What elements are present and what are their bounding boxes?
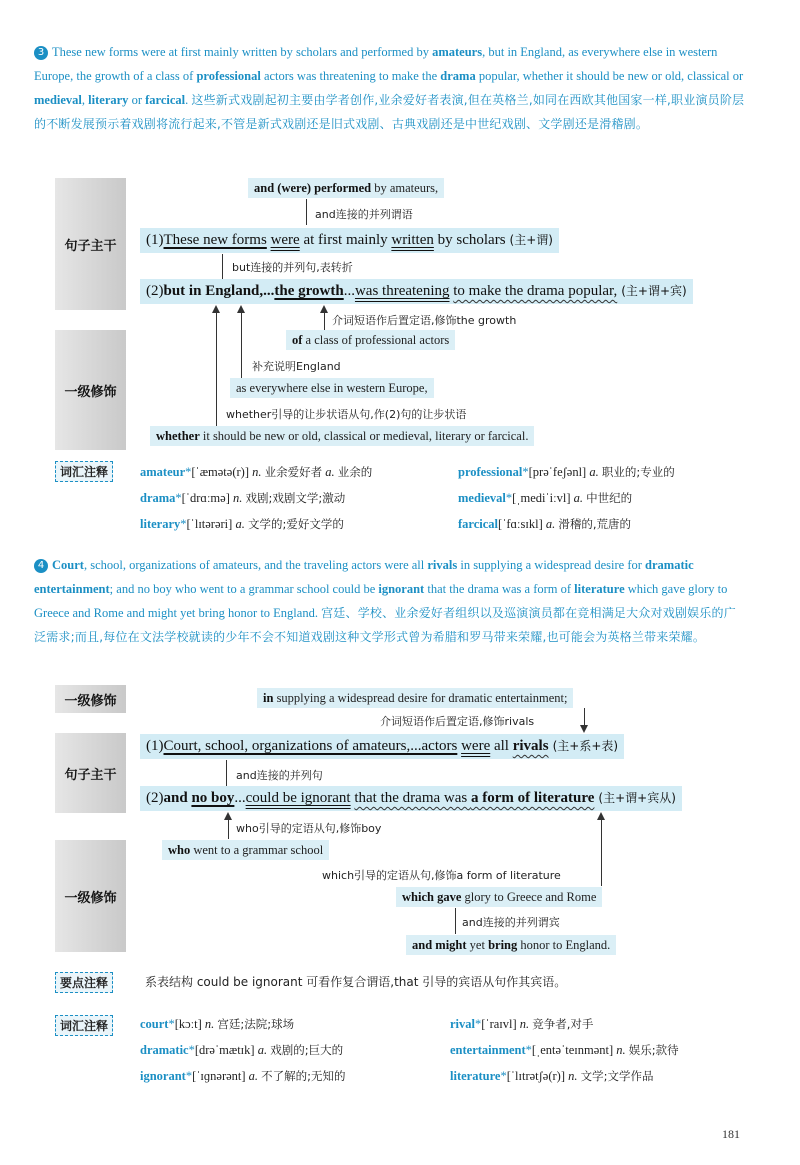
paragraph-3: 3 These new forms were at first mainly written by scholars and performed by amateurs, but in England, as everywhere else in western Europe, the growth of a class of professional actors was threatening to make the drama popular, whether it should be new or old, classical or medieval, literary or farcical. 这些新式戏剧起初主要由学者创作,业余爱好者表演,但在英格兰,如同在西欧其他国家一样,职业演员阶层的不断发展预示着戏剧将流行起来,不管是新式戏剧还是旧式戏剧、古典戏剧还是中世纪戏剧、文学剧还是滑稽剧。 bbox=[34, 45, 745, 131]
connector-line bbox=[228, 819, 229, 839]
phonetic: [ˈlɪtərəri] bbox=[186, 517, 233, 531]
keyword: dramatic entertainment bbox=[34, 558, 694, 596]
label-first-level-modifier: 一级修饰 bbox=[55, 685, 126, 713]
chinese-translation: 这些新式戏剧起初主要由学者创作,业余爱好者表演,但在英格兰,如同在西欧其他国家一样,职业演员阶层的不断发展预示着戏剧将流行起来,不管是新式戏剧还是旧式戏剧、古典戏剧还是中世纪戏剧、文学剧还是滑稽剧。 bbox=[34, 93, 745, 131]
definition: 娱乐;款待 bbox=[628, 1043, 679, 1057]
star-icon: * bbox=[475, 1017, 482, 1031]
definition: 文学的;爱好文学的 bbox=[247, 517, 344, 531]
star-icon: * bbox=[505, 491, 513, 505]
connector-line bbox=[226, 760, 227, 786]
part-of-speech: a. bbox=[248, 1069, 259, 1083]
definition: 中世纪的 bbox=[586, 491, 633, 505]
star-icon: * bbox=[500, 1069, 507, 1083]
part-of-speech: n. bbox=[568, 1069, 578, 1083]
keyword: ignorant bbox=[378, 582, 425, 596]
main-sentence-2: (2)and no boy...could be ignorant that the drama was a form of literature (主+谓+宾从) bbox=[140, 786, 682, 811]
vocab-entry bbox=[458, 516, 631, 532]
keyword: farcical bbox=[145, 93, 186, 107]
connector-line bbox=[584, 708, 585, 726]
part-of-speech: a. bbox=[545, 517, 556, 531]
vocab-word: court bbox=[140, 1017, 169, 1031]
modifier-box-performed: and (were) performed by amateurs, bbox=[248, 178, 444, 198]
annotation-note: and连接的并列谓宾 bbox=[462, 916, 560, 929]
modifier-box-might: and might yet bring honor to England. bbox=[406, 935, 616, 955]
definition: 戏剧;戏剧文学;激动 bbox=[245, 491, 346, 505]
part-of-speech: a. bbox=[325, 465, 335, 479]
connector-line bbox=[324, 312, 325, 330]
connector-line bbox=[241, 312, 242, 378]
phonetic: [prəˈfeʃənl] bbox=[528, 465, 587, 479]
annotation-note: and连接的并列句 bbox=[236, 769, 323, 782]
vocab-entry bbox=[458, 490, 632, 506]
paragraph-number-badge: 3 bbox=[34, 46, 48, 60]
annotation-note: 补充说明England bbox=[252, 360, 341, 373]
annotation-note: who引导的定语从句,修饰boy bbox=[236, 822, 382, 835]
star-icon: * bbox=[525, 1043, 532, 1057]
part-of-speech: n. bbox=[252, 465, 262, 479]
vocab-word: drama bbox=[140, 491, 176, 505]
paragraph-number-badge: 4 bbox=[34, 559, 48, 573]
vocab-entry bbox=[140, 1016, 294, 1032]
part-of-speech: a. bbox=[257, 1043, 268, 1057]
definition: 不了解的;无知的 bbox=[261, 1069, 346, 1083]
star-icon: * bbox=[522, 465, 529, 479]
keyword: literature bbox=[574, 582, 625, 596]
phonetic: [ˈlɪtrətʃə(r)] bbox=[506, 1069, 565, 1083]
vocab-entry bbox=[450, 1016, 593, 1032]
vocab-word: amateur bbox=[140, 465, 186, 479]
keyword: Court bbox=[52, 558, 84, 572]
vocab-word: medieval bbox=[458, 491, 506, 505]
label-sentence-trunk: 句子主干 bbox=[55, 178, 126, 310]
label-first-level-modifier: 一级修饰 bbox=[55, 840, 126, 952]
phonetic: [ˈdrɑːmə] bbox=[181, 491, 230, 505]
label-first-level-modifier: 一级修饰 bbox=[55, 330, 126, 450]
phonetic: [ˈraɪvl] bbox=[481, 1017, 517, 1031]
label-sentence-trunk: 句子主干 bbox=[55, 733, 126, 813]
modifier-box-who: who went to a grammar school bbox=[162, 840, 329, 860]
modifier-box-which: which gave glory to Greece and Rome bbox=[396, 887, 602, 907]
modifier-box-whether: whether it should be new or old, classical or medieval, literary or farcical. bbox=[150, 426, 534, 446]
chinese-translation: 宫廷、学校、业余爱好者组织以及巡演演员都在竞相满足大众对戏剧娱乐的广泛需求;而且,每位在文法学校就读的少年不会不知道戏剧这种文学形式曾为希腊和罗马带来荣耀,也可能会为英格兰带来荣耀。 bbox=[34, 606, 736, 644]
structure-tag: (主+谓) bbox=[509, 233, 553, 247]
main-sentence-1: (1)Court, school, organizations of amateurs,...actors were all rivals (主+系+表) bbox=[140, 734, 624, 759]
modifier-box-in-supplying: in supplying a widespread desire for dramatic entertainment; bbox=[257, 688, 573, 708]
annotation-note: whether引导的让步状语从句,作(2)句的让步状语 bbox=[226, 408, 467, 421]
vocab-word: literary bbox=[140, 517, 181, 531]
star-icon: * bbox=[185, 1069, 193, 1083]
star-icon: * bbox=[175, 491, 182, 505]
keypoint-text: 系表结构 could be ignorant 可看作复合谓语,that 引导的宾语从句作其宾语。 bbox=[145, 975, 567, 989]
modifier-box-class: of a class of professional actors bbox=[286, 330, 455, 350]
vocab-tag: 词汇注释 bbox=[55, 1015, 113, 1036]
vocab-entry bbox=[140, 516, 344, 532]
connector-line bbox=[601, 819, 602, 886]
phonetic: [drəˈmætɪk] bbox=[194, 1043, 255, 1057]
keyword: medieval bbox=[34, 93, 82, 107]
vocab-word: entertainment bbox=[450, 1043, 526, 1057]
vocab-entry bbox=[140, 464, 372, 480]
structure-tag: (主+系+表) bbox=[552, 739, 619, 753]
part-of-speech: n. bbox=[616, 1043, 626, 1057]
connector-line bbox=[222, 254, 223, 280]
vocab-word: rival bbox=[450, 1017, 475, 1031]
vocab-entry bbox=[450, 1068, 654, 1084]
connector-line bbox=[455, 908, 456, 934]
part-of-speech: a. bbox=[589, 465, 599, 479]
keypoint-tag: 要点注释 bbox=[55, 972, 113, 993]
phonetic: [ˈɪɡnərənt] bbox=[192, 1069, 246, 1083]
definition: 业余爱好者 bbox=[264, 465, 323, 479]
definition: 职业的;专业的 bbox=[601, 465, 675, 479]
star-icon: * bbox=[188, 1043, 195, 1057]
vocab-entry bbox=[140, 490, 345, 506]
vocab-word: dramatic bbox=[140, 1043, 189, 1057]
keyword: drama bbox=[440, 69, 476, 83]
phonetic: [ˌentəˈteɪnmənt] bbox=[531, 1043, 614, 1057]
vocab-entry bbox=[458, 464, 675, 480]
vocab-word: ignorant bbox=[140, 1069, 186, 1083]
part-of-speech: n. bbox=[204, 1017, 215, 1031]
paragraph-4: 4 Court, school, organizations of amateurs, and the traveling actors were all rivals in supplying a widespread desire for dramatic entertainment; and no boy who went to a grammar school could be ignorant that the drama was a form of literature which gave glory to Greece and Rome and might yet bring honor to England. 宫廷、学校、业余爱好者组织以及巡演演员都在竞相满足大众对戏剧娱乐的广泛需求;而且,每位在文法学校就读的少年不会不知道戏剧这种文学形式曾为希腊和罗马带来荣耀,也可能会为英格兰带来荣耀。 bbox=[34, 558, 736, 644]
keyword: amateurs bbox=[432, 45, 483, 59]
keyword: professional bbox=[196, 69, 261, 83]
star-icon: * bbox=[185, 465, 192, 479]
main-sentence-2: (2)but in England,...the growth...was threatening to make the drama popular, (主+谓+宾) bbox=[140, 279, 693, 304]
structure-tag: (主+谓+宾) bbox=[621, 284, 687, 298]
definition: 宫廷;法院;球场 bbox=[217, 1017, 295, 1031]
annotation-note: which引导的定语从句,修饰a form of literature bbox=[322, 869, 561, 882]
arrow-down bbox=[580, 725, 588, 733]
main-sentence-1: (1)These new forms were at first mainly written by scholars (主+谓) bbox=[140, 228, 559, 253]
modifier-box-everywhere: as everywhere else in western Europe, bbox=[230, 378, 434, 398]
annotation-note: but连接的并列句,表转折 bbox=[232, 261, 353, 274]
annotation-note: 介词短语作后置定语,修饰rivals bbox=[380, 715, 535, 728]
vocab-entry bbox=[140, 1068, 346, 1084]
phonetic: [ˈæmətə(r)] bbox=[191, 465, 249, 479]
vocab-entry bbox=[140, 1042, 343, 1058]
part-of-speech: n. bbox=[519, 1017, 530, 1031]
structure-tag: (主+谓+宾从) bbox=[598, 791, 676, 805]
definition: 戏剧的;巨大的 bbox=[270, 1043, 344, 1057]
vocab-tag: 词汇注释 bbox=[55, 461, 113, 482]
vocab-word: professional bbox=[458, 465, 523, 479]
part-of-speech: n. bbox=[232, 491, 243, 505]
keyword: rivals bbox=[427, 558, 458, 572]
page-number: 181 bbox=[722, 1127, 740, 1141]
vocab-word: literature bbox=[450, 1069, 501, 1083]
part-of-speech: a. bbox=[573, 491, 583, 505]
vocab-entry bbox=[450, 1042, 679, 1058]
part-of-speech: a. bbox=[235, 517, 245, 531]
vocab-word: farcical bbox=[458, 517, 499, 531]
annotation-note: and连接的并列谓语 bbox=[315, 208, 413, 221]
definition: 业余的 bbox=[337, 465, 373, 479]
definition: 滑稽的,荒唐的 bbox=[558, 517, 632, 531]
phonetic: [ˌmediˈiːvl] bbox=[512, 491, 571, 505]
star-icon: * bbox=[180, 517, 187, 531]
phonetic: [kɔːt] bbox=[174, 1017, 202, 1031]
connector-line bbox=[216, 312, 217, 427]
definition: 竞争者,对手 bbox=[532, 1017, 594, 1031]
annotation-note: 介词短语作后置定语,修饰the growth bbox=[332, 314, 517, 327]
keyword: literary bbox=[88, 93, 129, 107]
definition: 文学;文学作品 bbox=[580, 1069, 654, 1083]
phonetic: [ˈfɑːsɪkl] bbox=[498, 517, 543, 531]
star-icon: * bbox=[168, 1017, 175, 1031]
connector-line bbox=[306, 199, 307, 225]
